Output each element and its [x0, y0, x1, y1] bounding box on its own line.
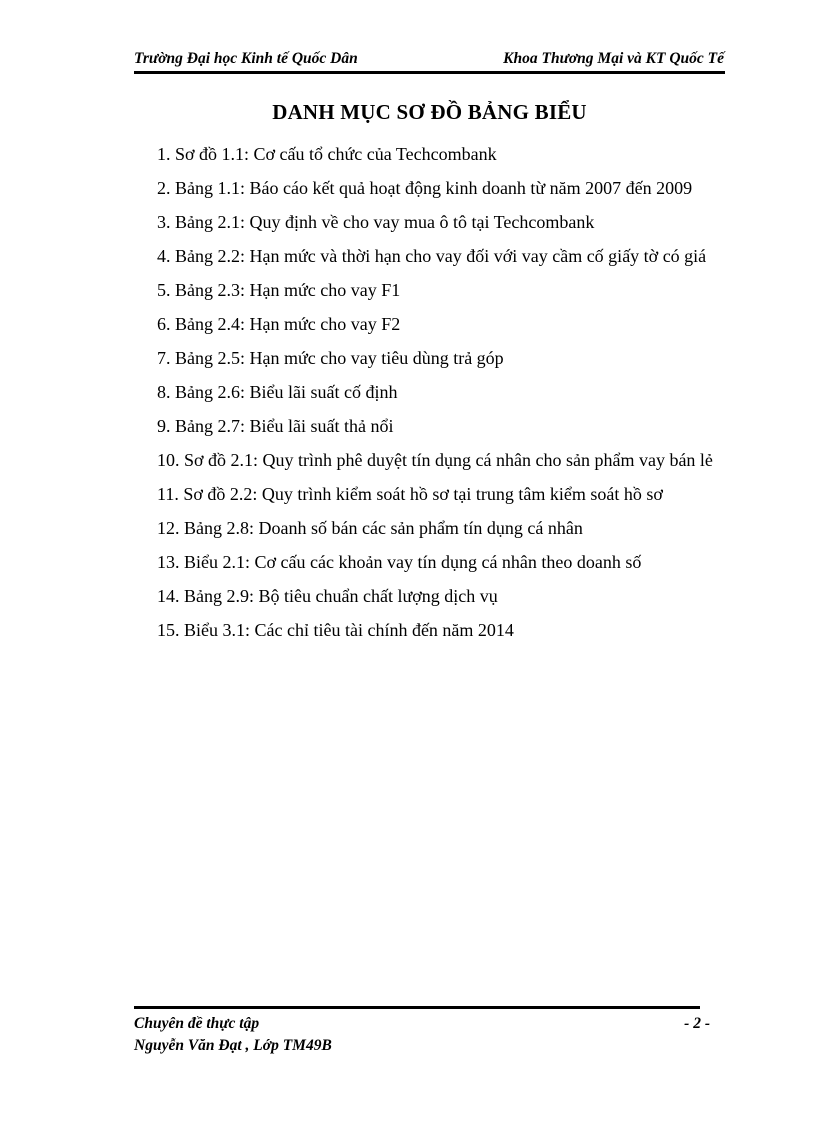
list-item: 15. Biểu 3.1: Các chỉ tiêu tài chính đến năm 2014 [157, 620, 514, 640]
list-item: 5. Bảng 2.3: Hạn mức cho vay F1 [157, 280, 401, 300]
page-title: DANH MỤC SƠ ĐỒ BẢNG BIỂU [272, 100, 587, 124]
footer-author: Nguyễn Văn Đạt , Lớp TM49B [134, 1037, 332, 1054]
header-divider [134, 71, 725, 74]
list-item: 9. Bảng 2.7: Biểu lãi suất thả nổi [157, 416, 394, 436]
header-faculty: Khoa Thương Mại và KT Quốc Tế [503, 50, 724, 67]
list-item: 14. Bảng 2.9: Bộ tiêu chuẩn chất lượng dịch vụ [157, 586, 498, 606]
list-item: 4. Bảng 2.2: Hạn mức và thời hạn cho vay đối với vay cầm cố giấy tờ có giá [157, 246, 707, 266]
figure-table-list [108, 137, 722, 647]
page-number: - 2 - [684, 1015, 710, 1032]
list-item: 13. Biểu 2.1: Cơ cấu các khoản vay tín dụng cá nhân theo doanh số [157, 552, 642, 572]
list-item: 11. Sơ đồ 2.2: Quy trình kiểm soát hồ sơ tại trung tâm kiểm soát hồ sơ [157, 484, 663, 504]
header-university: Trường Đại học Kinh tế Quốc Dân [134, 50, 358, 67]
footer-report-type: Chuyên đề thực tập [134, 1015, 260, 1032]
list-item: 10. Sơ đồ 2.1: Quy trình phê duyệt tín dụng cá nhân cho sản phẩm vay bán lẻ [157, 450, 713, 470]
list-item: 3. Bảng 2.1: Quy định về cho vay mua ô tô tại Techcombank [157, 212, 595, 232]
list-item: 7. Bảng 2.5: Hạn mức cho vay tiêu dùng trả góp [157, 348, 504, 368]
list-item: 6. Bảng 2.4: Hạn mức cho vay F2 [157, 314, 401, 334]
list-item: 12. Bảng 2.8: Doanh số bán các sản phẩm tín dụng cá nhân [157, 518, 583, 538]
footer-divider [134, 1006, 700, 1009]
list-item: 1. Sơ đồ 1.1: Cơ cấu tổ chức của Techcombank [157, 144, 497, 164]
list-item: 2. Bảng 1.1: Báo cáo kết quả hoạt động kinh doanh từ năm 2007 đến 2009 [157, 178, 693, 198]
page-header [134, 50, 725, 72]
list-item: 8. Bảng 2.6: Biểu lãi suất cố định [157, 382, 398, 402]
